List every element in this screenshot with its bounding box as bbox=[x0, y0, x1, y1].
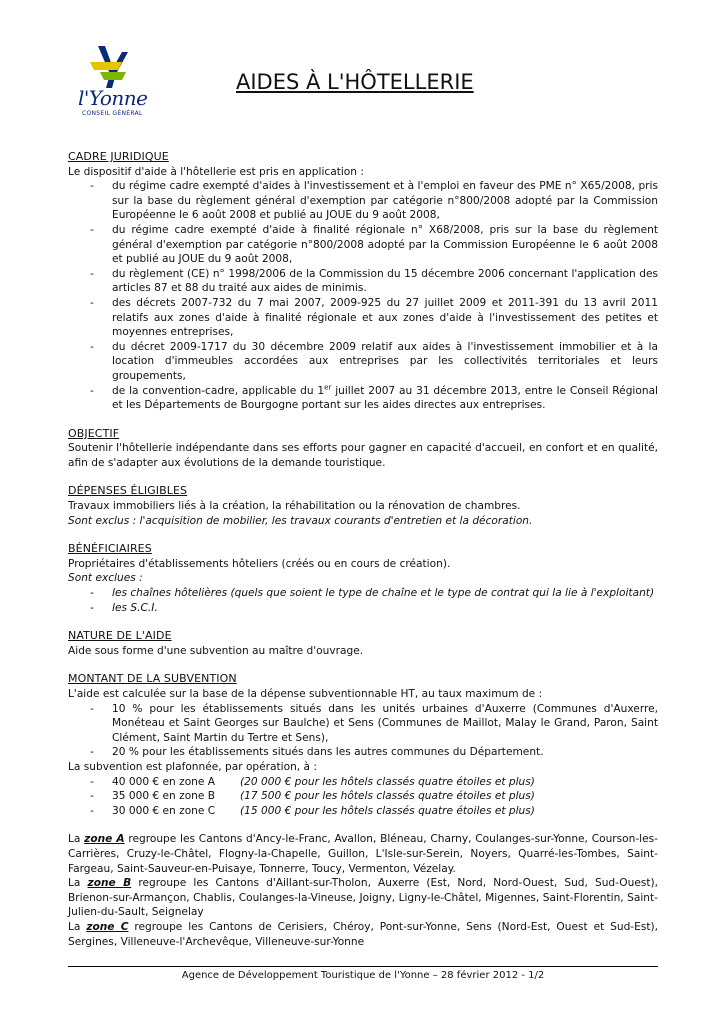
zone-paragraph bbox=[68, 920, 658, 949]
list-item: - 20 % pour les établissements situés dans les autres communes du Département. bbox=[68, 745, 658, 760]
logo-wordmark: l'Yonne bbox=[78, 86, 148, 110]
section-objectif bbox=[68, 427, 658, 471]
list-item: - du régime cadre exempté d'aide à finalité régionale n° X68/2008, pris sur la base du règlement général d'exemption par catégorie n°800/2008 adopté par la Commission Européenne le 6 août 2008 et publié au JOUE du 9 août 2008, bbox=[68, 223, 658, 267]
section-intro: Le dispositif d'aide à l'hôtellerie est pris en application : bbox=[68, 165, 364, 178]
section-text: Soutenir l'hôtellerie indépendante dans ses efforts pour gagner en capacité d'accueil, en confort et en qualité, afin de s'adapter aux évolutions de la demande touristique. bbox=[68, 442, 658, 469]
list-item: - les chaînes hôtelières (quels que soient le type de chaîne et le type de contrat qui la lie à l'exploitant) bbox=[68, 586, 658, 601]
ceiling-row bbox=[68, 789, 658, 804]
zone-text: regroupe les Cantons d'Aillant-sur-Tholon, Auxerre (Est, Nord, Nord-Ouest, Sud, Sud-Ouest), Brienon-sur-Armançon, Chablis, Coulanges-la-Vineuse, Joigny, Ligny-le-Châtel, Migennes, Saint-Florentin, Saint-Julien-du-Sault, Seignelay bbox=[68, 877, 659, 919]
zone-paragraph bbox=[68, 876, 658, 920]
list-item-text: juillet 2007 au 31 décembre 2013, entre le Conseil Régional et les Départements de Bourgogne portant sur les aides directes aux entreprises. bbox=[112, 384, 658, 412]
exclusions-label: Sont exclues : bbox=[68, 572, 143, 585]
section-cadre-juridique bbox=[68, 150, 658, 413]
logo-y-green-stroke bbox=[100, 72, 126, 80]
zone-text: regroupe les Cantons de Cerisiers, Chéroy, Pont-sur-Yonne, Sens (Nord-Est, Ouest et Sud-Est), Sergines, Villeneuve-l'Archevêque, Villeneuve-sur-Yonne bbox=[68, 920, 658, 948]
list-item-text: de la convention-cadre, applicable du 1 bbox=[112, 384, 325, 397]
page-footer: Agence de Développement Touristique de l'Yonne – 28 février 2012 - 1/2 bbox=[181, 970, 545, 981]
section-text: Aide sous forme d'une subvention au maître d'ouvrage. bbox=[68, 644, 364, 657]
list-item: - du règlement (CE) n° 1998/2006 de la Commission du 15 décembre 2006 concernant l'application des articles 87 et 88 du traité aux aides de minimis. bbox=[68, 267, 658, 296]
logo-y-yellow-stroke bbox=[90, 62, 122, 70]
ceiling-note: (15 000 € pour les hôtels classés quatre étoiles et plus) bbox=[240, 804, 535, 817]
section-heading: CADRE JURIDIQUE bbox=[68, 150, 169, 163]
superscript: er bbox=[324, 382, 332, 391]
section-text: Propriétaires d'établissements hôteliers (créés ou en cours de création). bbox=[68, 557, 451, 570]
list-item: - 10 % pour les établissements situés dans les unités urbaines d'Auxerre (Communes d'Auxerre, Monéteau et Saint Georges sur Baulche) et Sens (Communes de Maillot, Malay le Grand, Paron, Saint Clément, Saint Martin du Tertre et Sens), bbox=[68, 702, 658, 746]
list-item: - du décret 2009-1717 du 30 décembre 2009 relatif aux aides à l'investissement immobilier et à la location d'immeubles accordées aux entreprises par les collectivités territoriales et leurs groupements, bbox=[68, 340, 658, 384]
list-item: - des décrets 2007-732 du 7 mai 2007, 2009-925 du 27 juillet 2009 et 2011-391 du 13 avril 2011 relatifs aux zones d'aide à finalité régionale et aux zones d'aide à l'investissement des petites et moyennes entreprises, bbox=[68, 296, 658, 340]
zone-prefix: La bbox=[68, 877, 88, 890]
section-beneficiaires bbox=[68, 542, 658, 615]
exclusions-text: Sont exclus : l'acquisition de mobilier, les travaux courants d'entretien et la décoration. bbox=[68, 514, 533, 527]
section-heading: OBJECTIF bbox=[68, 426, 120, 440]
ceiling-amount: 30 000 € en zone C bbox=[112, 804, 216, 817]
document-body bbox=[68, 150, 658, 963]
zone-prefix: La bbox=[68, 920, 87, 933]
legal-basis-list bbox=[68, 179, 658, 413]
ceiling-row bbox=[68, 804, 658, 819]
list-item: - les S.C.I. bbox=[68, 601, 658, 616]
section-heading: MONTANT DE LA SUBVENTION bbox=[68, 672, 237, 686]
section-heading: BÉNÉFICIAIRES bbox=[68, 542, 152, 556]
list-item bbox=[68, 384, 658, 413]
section-montant bbox=[68, 672, 658, 818]
section-text: Travaux immobiliers liés à la création, la réhabilitation ou la rénovation de chambres. bbox=[68, 500, 521, 513]
zone-paragraph bbox=[68, 832, 658, 876]
section-intro: L'aide est calculée sur la base de la dépense subventionnable HT, au taux maximum de : bbox=[68, 688, 543, 700]
zone-label: zone B bbox=[87, 877, 132, 890]
section-zones bbox=[68, 832, 658, 949]
section-depenses bbox=[68, 484, 658, 528]
ceiling-amount: 35 000 € en zone B bbox=[112, 790, 216, 803]
ceiling-note: (20 000 € pour les hôtels classés quatre étoiles et plus) bbox=[240, 775, 535, 788]
ceiling-amount: 40 000 € en zone A bbox=[112, 775, 216, 788]
footer-divider bbox=[68, 966, 658, 967]
zone-text: regroupe les Cantons d'Ancy-le-Franc, Avallon, Bléneau, Charny, Coulanges-sur-Yonne, Courson-les-Carrières, Cruzy-le-Châtel, Flogny-la-Chapelle, Guillon, L'Isle-sur-Serein, Noyers, Quarré-les-Tombes, Saint-Fargeau, Saint-Sauveur-en-Puisaye, Tonnerre, Toucy, Vermenton, Vézelay. bbox=[68, 833, 658, 875]
zone-label: zone C bbox=[86, 920, 129, 933]
ceiling-note: (17 500 € pour les hôtels classés quatre étoiles et plus) bbox=[240, 790, 535, 803]
section-nature bbox=[68, 629, 658, 658]
zone-prefix: La bbox=[68, 833, 85, 846]
rates-list bbox=[68, 702, 658, 760]
logo-subtitle: CONSEIL GÉNÉRAL bbox=[82, 110, 143, 117]
zone-label: zone A bbox=[84, 833, 125, 846]
page-title: AIDES À L'HÔTELLERIE bbox=[236, 70, 474, 94]
exclusions-list bbox=[68, 586, 658, 615]
list-item: - du régime cadre exempté d'aides à l'investissement et à l'emploi en faveur des PME n° X65/2008, pris sur la base du règlement général d'exemption par catégorie n°800/2008 adopté par la Commission Européenne le 6 août 2008 et publié au JOUE du 9 août 2008, bbox=[68, 179, 658, 223]
section-heading: NATURE DE L'AIDE bbox=[68, 629, 172, 643]
ceiling-intro: La subvention est plafonnée, par opération, à : bbox=[68, 760, 317, 773]
section-heading: DÉPENSES ÉLIGIBLES bbox=[68, 484, 188, 498]
ceiling-row bbox=[68, 775, 658, 790]
